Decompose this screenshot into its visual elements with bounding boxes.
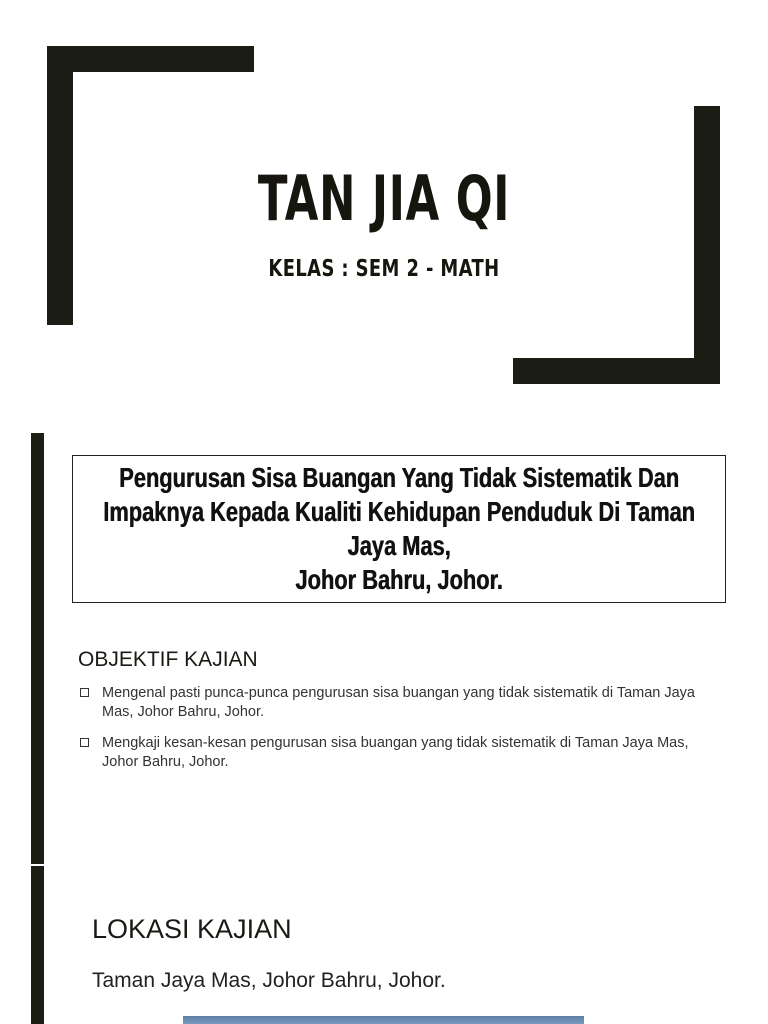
- topic-line: Johor Bahru, Johor.: [295, 564, 503, 595]
- checkbox-bullet-icon: [80, 738, 89, 747]
- list-item: [78, 684, 728, 722]
- topic-line: Pengurusan Sisa Buangan Yang Tidak Sistematik Dan: [119, 462, 679, 493]
- cover-name: TAN JIA QI: [257, 162, 511, 235]
- objective-text: Mengkaji kesan-kesan pengurusan sisa buangan yang tidak sistematik di Taman Jaya Mas, Johor Bahru, Johor.: [102, 735, 689, 770]
- map-image: [183, 1016, 584, 1024]
- cover-class-line: KELAS : SEM 2 - MATH: [268, 256, 500, 282]
- objectives-list: [78, 684, 728, 784]
- slide-side-bar: [31, 433, 44, 864]
- slide-side-bar-lower: [31, 866, 44, 1024]
- topic-line: Jaya Mas,: [347, 530, 451, 561]
- bracket-right-vertical: [694, 106, 720, 384]
- checkbox-bullet-icon: [80, 688, 89, 697]
- location-heading: LOKASI KAJIAN: [92, 914, 292, 944]
- topic-line: Impaknya Kepada Kualiti Kehidupan Penduduk Di Taman: [103, 496, 695, 527]
- objectives-heading: OBJEKTIF KAJIAN: [78, 648, 258, 671]
- topic-box: [72, 455, 726, 603]
- topic-title: [79, 461, 719, 597]
- list-item: [78, 734, 728, 772]
- bracket-top-horizontal: [47, 46, 254, 72]
- bracket-bottom-horizontal: [513, 358, 720, 384]
- location-text: Taman Jaya Mas, Johor Bahru, Johor.: [92, 969, 446, 992]
- objective-text: Mengenal pasti punca-punca pengurusan sisa buangan yang tidak sistematik di Taman Jaya Mas, Johor Bahru, Johor.: [102, 685, 695, 720]
- bracket-left-vertical: [47, 46, 73, 325]
